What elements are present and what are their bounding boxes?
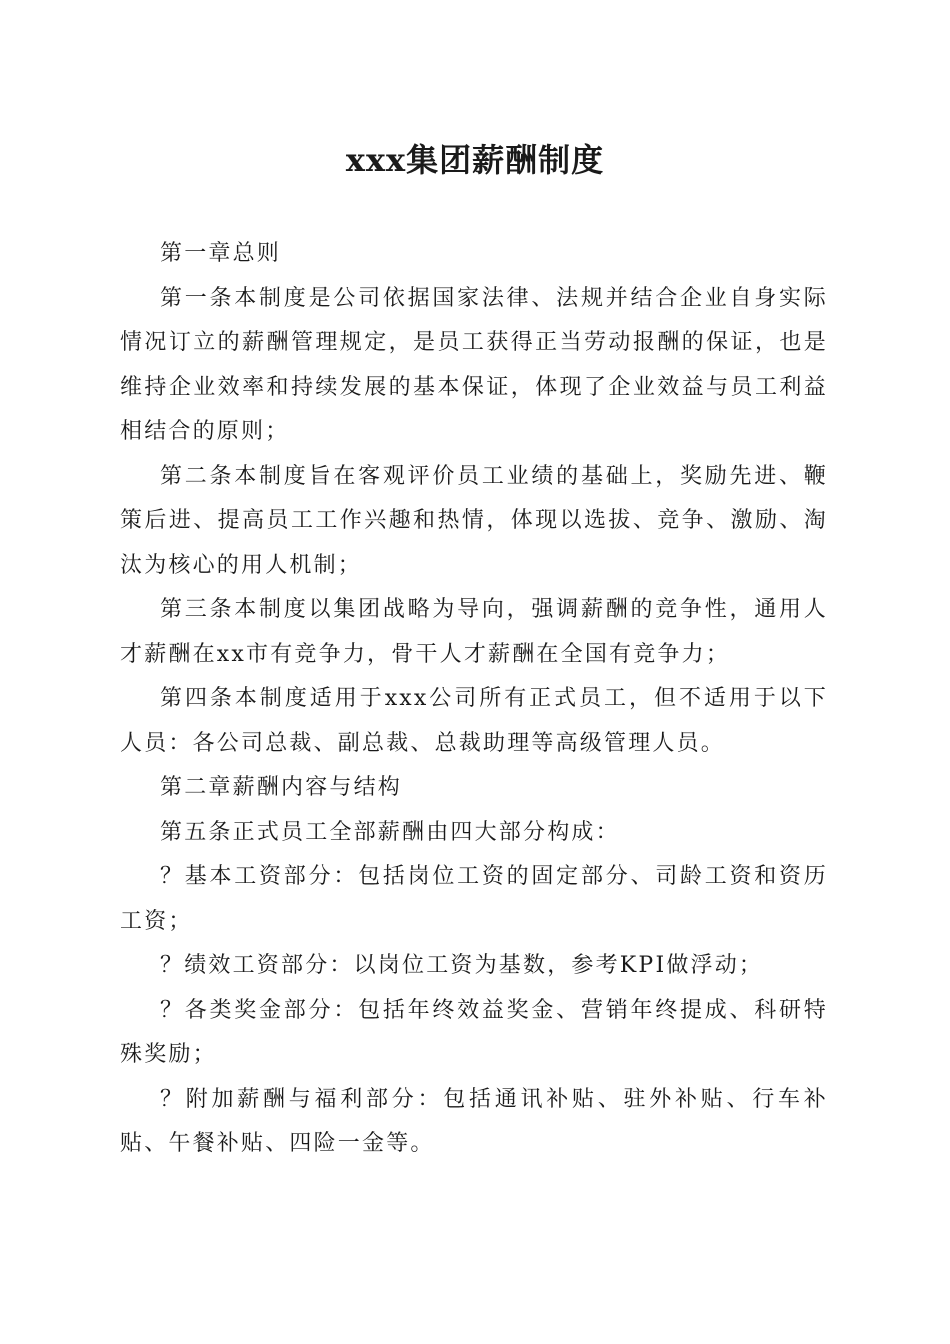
article-1: 第一条本制度是公司依据国家法律、法规并结合企业自身实际情况订立的薪酬管理规定，是员工获得正当劳动报酬的保证，也是维持企业效率和持续发展的基本保证，体现了企业效益与员工利益相结合的原则； <box>120 285 828 444</box>
article-4: 第四条本制度适用于xxx公司所有正式员工，但不适用于以下人员：各公司总裁、副总裁、总裁助理等高级管理人员。 <box>120 686 828 756</box>
article-5: 第五条正式员工全部薪酬由四大部分构成： <box>160 819 620 845</box>
list-item-bonuses: ？各类奖金部分：包括年终效益奖金、营销年终提成、科研特殊奖励； <box>120 997 828 1067</box>
chapter-1-heading: 第一章总则 <box>160 241 282 266</box>
article-2: 第二条本制度旨在客观评价员工业绩的基础上，奖励先进、鞭策后进、提高员工工作兴趣和热情，体现以选拔、竞争、激励、淘汰为核心的用人机制； <box>120 463 828 578</box>
article-3: 第三条本制度以集团战略为导向，强调薪酬的竞争性，通用人才薪酬在xx市有竞争力，骨干人才薪酬在全国有竞争力； <box>120 597 828 667</box>
document-title: xxx集团薪酬制度 <box>345 141 605 179</box>
document-body <box>120 232 828 1167</box>
list-item-allowances-benefits: ？附加薪酬与福利部分：包括通讯补贴、驻外补贴、行车补贴、午餐补贴、四险一金等。 <box>120 1086 828 1156</box>
list-item-performance-pay: ？绩效工资部分：以岗位工资为基数，参考KPI做浮动； <box>160 953 764 978</box>
chapter-2-heading: 第二章薪酬内容与结构 <box>160 775 403 800</box>
list-item-basic-salary: ？基本工资部分：包括岗位工资的固定部分、司龄工资和资历工资； <box>120 864 828 934</box>
